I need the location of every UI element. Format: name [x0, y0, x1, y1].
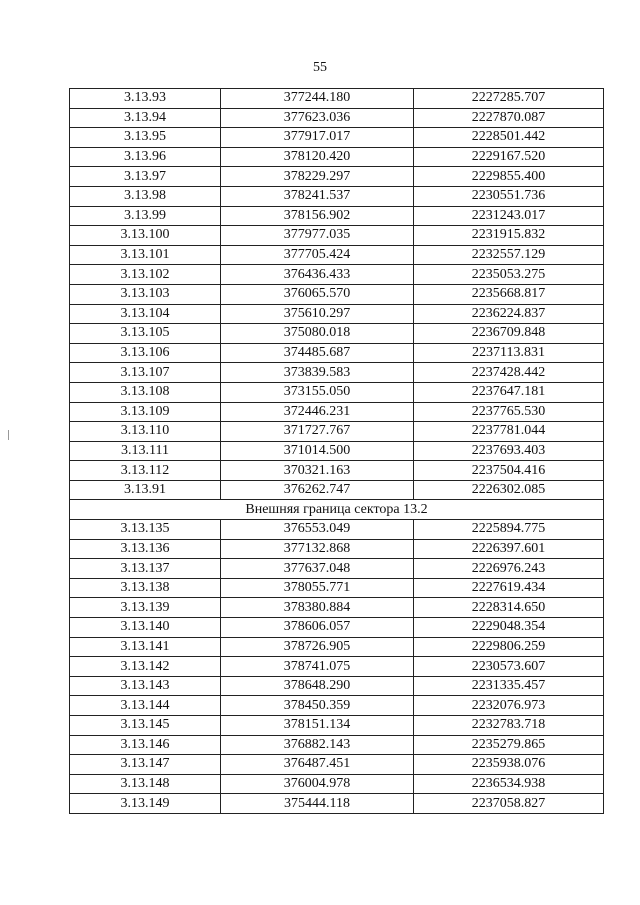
- point-id-cell: 3.13.138: [70, 578, 221, 598]
- y-coordinate-cell: 2237058.827: [414, 794, 604, 814]
- y-coordinate-cell: 2236224.837: [414, 304, 604, 324]
- x-coordinate-cell: 373839.583: [221, 363, 414, 383]
- point-id-cell: 3.13.108: [70, 382, 221, 402]
- table-row: [70, 696, 604, 716]
- y-coordinate-cell: 2237428.442: [414, 363, 604, 383]
- table-row: [70, 755, 604, 775]
- x-coordinate-cell: 375080.018: [221, 324, 414, 344]
- x-coordinate-cell: 378450.359: [221, 696, 414, 716]
- y-coordinate-cell: 2237693.403: [414, 441, 604, 461]
- y-coordinate-cell: 2226397.601: [414, 539, 604, 559]
- x-coordinate-cell: 377977.035: [221, 226, 414, 246]
- point-id-cell: 3.13.104: [70, 304, 221, 324]
- y-coordinate-cell: 2228501.442: [414, 128, 604, 148]
- table-row: [70, 480, 604, 500]
- table-row: [70, 794, 604, 814]
- coordinates-table: [69, 88, 604, 814]
- table-row: [70, 167, 604, 187]
- y-coordinate-cell: 2232076.973: [414, 696, 604, 716]
- point-id-cell: 3.13.137: [70, 559, 221, 579]
- point-id-cell: 3.13.141: [70, 637, 221, 657]
- point-id-cell: 3.13.91: [70, 480, 221, 500]
- y-coordinate-cell: 2231335.457: [414, 676, 604, 696]
- page-number: 55: [313, 60, 327, 75]
- y-coordinate-cell: 2235053.275: [414, 265, 604, 285]
- point-id-cell: 3.13.112: [70, 461, 221, 481]
- x-coordinate-cell: 376553.049: [221, 520, 414, 540]
- x-coordinate-cell: 378229.297: [221, 167, 414, 187]
- y-coordinate-cell: 2227619.434: [414, 578, 604, 598]
- y-coordinate-cell: 2229048.354: [414, 618, 604, 638]
- point-id-cell: 3.13.140: [70, 618, 221, 638]
- table-row: [70, 343, 604, 363]
- table-row: [70, 304, 604, 324]
- point-id-cell: 3.13.149: [70, 794, 221, 814]
- y-coordinate-cell: 2231243.017: [414, 206, 604, 226]
- x-coordinate-cell: 374485.687: [221, 343, 414, 363]
- y-coordinate-cell: 2232783.718: [414, 716, 604, 736]
- point-id-cell: 3.13.110: [70, 422, 221, 442]
- x-coordinate-cell: 377637.048: [221, 559, 414, 579]
- y-coordinate-cell: 2231915.832: [414, 226, 604, 246]
- table-row: [70, 284, 604, 304]
- point-id-cell: 3.13.94: [70, 108, 221, 128]
- x-coordinate-cell: 377623.036: [221, 108, 414, 128]
- table-row: [70, 89, 604, 109]
- y-coordinate-cell: 2229855.400: [414, 167, 604, 187]
- point-id-cell: 3.13.135: [70, 520, 221, 540]
- x-coordinate-cell: 376004.978: [221, 774, 414, 794]
- section-header: Внешняя граница сектора 13.2: [70, 500, 604, 520]
- x-coordinate-cell: 371014.500: [221, 441, 414, 461]
- table-body: [70, 89, 604, 814]
- table-row: [70, 578, 604, 598]
- point-id-cell: 3.13.144: [70, 696, 221, 716]
- y-coordinate-cell: 2230551.736: [414, 186, 604, 206]
- x-coordinate-cell: 378151.134: [221, 716, 414, 736]
- point-id-cell: 3.13.139: [70, 598, 221, 618]
- x-coordinate-cell: 378120.420: [221, 147, 414, 167]
- point-id-cell: 3.13.95: [70, 128, 221, 148]
- x-coordinate-cell: 378241.537: [221, 186, 414, 206]
- point-id-cell: 3.13.143: [70, 676, 221, 696]
- x-coordinate-cell: 378606.057: [221, 618, 414, 638]
- table-row: [70, 128, 604, 148]
- y-coordinate-cell: 2227285.707: [414, 89, 604, 109]
- point-id-cell: 3.13.136: [70, 539, 221, 559]
- y-coordinate-cell: 2232557.129: [414, 245, 604, 265]
- y-coordinate-cell: 2227870.087: [414, 108, 604, 128]
- point-id-cell: 3.13.106: [70, 343, 221, 363]
- y-coordinate-cell: 2226302.085: [414, 480, 604, 500]
- x-coordinate-cell: 376262.747: [221, 480, 414, 500]
- table-row: [70, 265, 604, 285]
- point-id-cell: 3.13.96: [70, 147, 221, 167]
- point-id-cell: 3.13.107: [70, 363, 221, 383]
- point-id-cell: 3.13.111: [70, 441, 221, 461]
- point-id-cell: 3.13.99: [70, 206, 221, 226]
- table-row: [70, 774, 604, 794]
- table-row: [70, 559, 604, 579]
- y-coordinate-cell: 2229167.520: [414, 147, 604, 167]
- x-coordinate-cell: 378726.905: [221, 637, 414, 657]
- table-row: [70, 422, 604, 442]
- section-header-row: [70, 500, 604, 520]
- x-coordinate-cell: 376882.143: [221, 735, 414, 755]
- point-id-cell: 3.13.148: [70, 774, 221, 794]
- y-coordinate-cell: 2237504.416: [414, 461, 604, 481]
- table-row: [70, 735, 604, 755]
- y-coordinate-cell: 2230573.607: [414, 657, 604, 677]
- x-coordinate-cell: 378648.290: [221, 676, 414, 696]
- table-row: [70, 226, 604, 246]
- point-id-cell: 3.13.97: [70, 167, 221, 187]
- point-id-cell: 3.13.93: [70, 89, 221, 109]
- table-row: [70, 206, 604, 226]
- point-id-cell: 3.13.103: [70, 284, 221, 304]
- y-coordinate-cell: 2236709.848: [414, 324, 604, 344]
- x-coordinate-cell: 376065.570: [221, 284, 414, 304]
- table-row: [70, 598, 604, 618]
- y-coordinate-cell: 2237113.831: [414, 343, 604, 363]
- table-row: [70, 382, 604, 402]
- table-row: [70, 520, 604, 540]
- point-id-cell: 3.13.147: [70, 755, 221, 775]
- table-row: [70, 363, 604, 383]
- point-id-cell: 3.13.101: [70, 245, 221, 265]
- table-row: [70, 324, 604, 344]
- table-row: [70, 637, 604, 657]
- point-id-cell: 3.13.109: [70, 402, 221, 422]
- point-id-cell: 3.13.98: [70, 186, 221, 206]
- y-coordinate-cell: 2237781.044: [414, 422, 604, 442]
- point-id-cell: 3.13.146: [70, 735, 221, 755]
- x-coordinate-cell: 372446.231: [221, 402, 414, 422]
- table-row: [70, 441, 604, 461]
- y-coordinate-cell: 2235938.076: [414, 755, 604, 775]
- x-coordinate-cell: 373155.050: [221, 382, 414, 402]
- table-row: [70, 245, 604, 265]
- x-coordinate-cell: 375610.297: [221, 304, 414, 324]
- table-row: [70, 186, 604, 206]
- y-coordinate-cell: 2229806.259: [414, 637, 604, 657]
- y-coordinate-cell: 2228314.650: [414, 598, 604, 618]
- table-row: [70, 618, 604, 638]
- table-row: [70, 108, 604, 128]
- y-coordinate-cell: 2237647.181: [414, 382, 604, 402]
- y-coordinate-cell: 2235279.865: [414, 735, 604, 755]
- x-coordinate-cell: 378380.884: [221, 598, 414, 618]
- table-row: [70, 676, 604, 696]
- y-coordinate-cell: 2235668.817: [414, 284, 604, 304]
- table-row: [70, 539, 604, 559]
- x-coordinate-cell: 378156.902: [221, 206, 414, 226]
- x-coordinate-cell: 377705.424: [221, 245, 414, 265]
- x-coordinate-cell: 377917.017: [221, 128, 414, 148]
- y-coordinate-cell: 2226976.243: [414, 559, 604, 579]
- point-id-cell: 3.13.100: [70, 226, 221, 246]
- point-id-cell: 3.13.105: [70, 324, 221, 344]
- table-row: [70, 716, 604, 736]
- y-coordinate-cell: 2236534.938: [414, 774, 604, 794]
- y-coordinate-cell: 2225894.775: [414, 520, 604, 540]
- table-row: [70, 147, 604, 167]
- table-row: [70, 657, 604, 677]
- point-id-cell: 3.13.102: [70, 265, 221, 285]
- x-coordinate-cell: 371727.767: [221, 422, 414, 442]
- x-coordinate-cell: 378055.771: [221, 578, 414, 598]
- x-coordinate-cell: 377132.868: [221, 539, 414, 559]
- table-row: [70, 461, 604, 481]
- x-coordinate-cell: 378741.075: [221, 657, 414, 677]
- x-coordinate-cell: 370321.163: [221, 461, 414, 481]
- margin-mark: [8, 430, 13, 440]
- x-coordinate-cell: 377244.180: [221, 89, 414, 109]
- x-coordinate-cell: 375444.118: [221, 794, 414, 814]
- x-coordinate-cell: 376487.451: [221, 755, 414, 775]
- point-id-cell: 3.13.142: [70, 657, 221, 677]
- y-coordinate-cell: 2237765.530: [414, 402, 604, 422]
- x-coordinate-cell: 376436.433: [221, 265, 414, 285]
- point-id-cell: 3.13.145: [70, 716, 221, 736]
- table-row: [70, 402, 604, 422]
